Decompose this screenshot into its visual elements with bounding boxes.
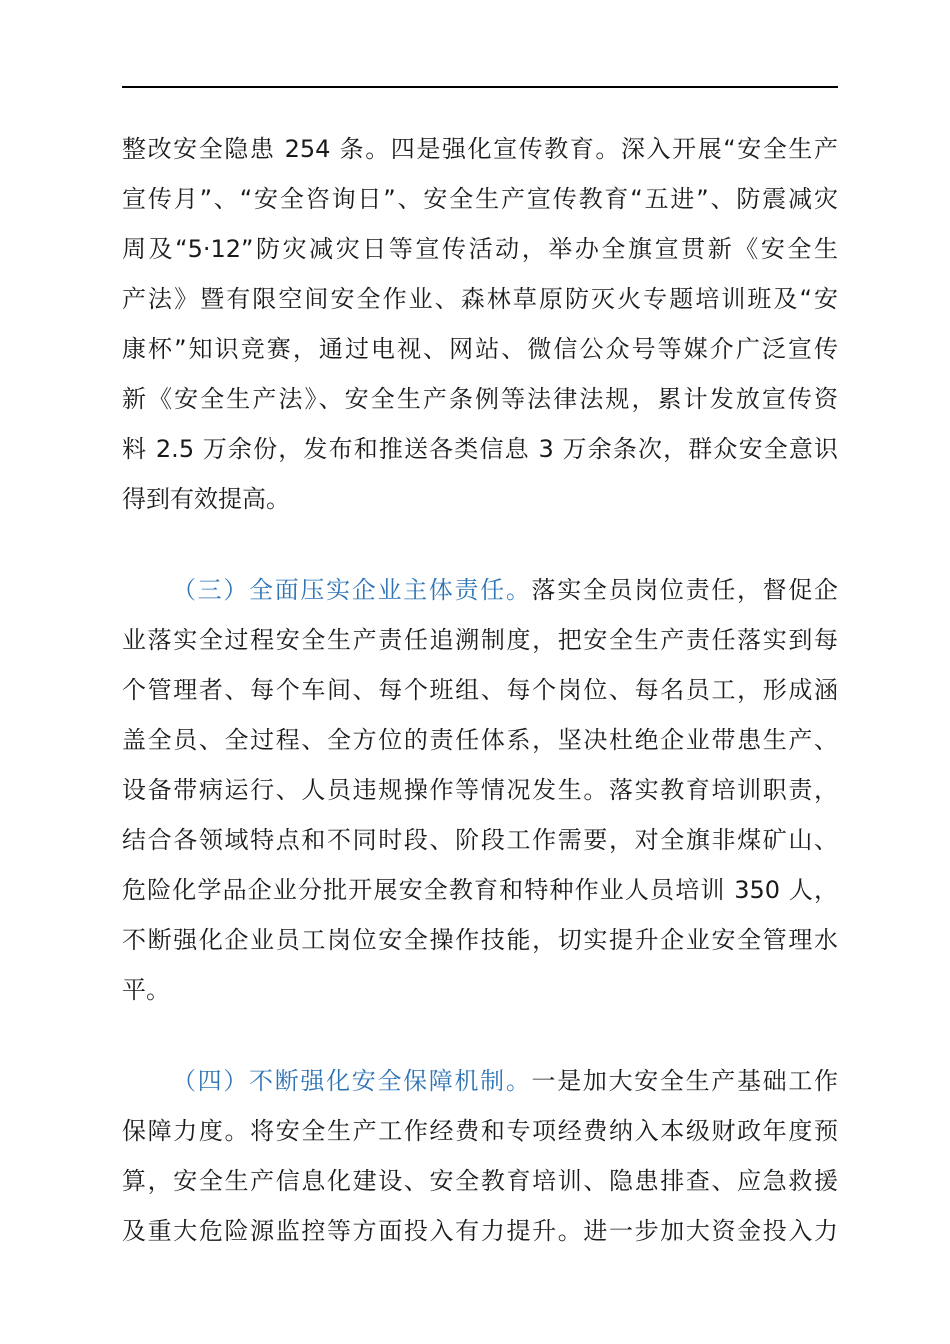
text-line: 不断强化企业员工岗位安全操作技能，切实提升企业安全管理水 [122,926,838,954]
text-span: 落实全员岗位责任，督促企 [531,576,838,604]
text-line: 整改安全隐患 254 条。四是强化宣传教育。深入开展“安全生产 [122,135,838,163]
text-line: 平。 [122,976,170,1004]
text-line: 危险化学品企业分批开展安全教育和特种作业人员培训 350 人， [122,876,838,904]
text-line: 周及“5·12”防灾减灾日等宣传活动，举办全旗宣贯新《安全生 [122,235,838,263]
text-line: 新《安全生产法》、安全生产条例等法律法规，累计发放宣传资 [122,385,838,413]
text-line: 个管理者、每个车间、每个班组、每个岗位、每名员工，形成涵 [122,676,838,704]
text-line: 料 2.5 万余份，发布和推送各类信息 3 万余条次，群众安全意识 [122,435,838,463]
text-line: 及重大危险源监控等方面投入有力提升。进一步加大资金投入力 [122,1217,838,1245]
text-line [122,1056,838,1106]
header-rule [122,86,838,88]
text-line: 保障力度。将安全生产工作经费和专项经费纳入本级财政年度预 [122,1117,838,1145]
section-heading: （四）不断强化安全保障机制。 [172,1067,532,1095]
text-line: 康杯”知识竞赛，通过电视、网站、微信公众号等媒介广泛宣传 [122,335,838,363]
text-line: 宣传月”、“安全咨询日”、安全生产宣传教育“五进”、防震减灾 [122,185,838,213]
paragraph-3 [122,1056,838,1256]
text-line: 设备带病运行、人员违规操作等情况发生。落实教育培训职责， [122,776,838,804]
document-body [122,124,838,1256]
paragraph-2 [122,565,838,1015]
paragraph-1 [122,124,838,524]
text-line: 结合各领域特点和不同时段、阶段工作需要，对全旗非煤矿山、 [122,826,838,854]
text-span: 一是加大安全生产基础工作 [531,1067,838,1095]
text-line: 产法》暨有限空间安全作业、森林草原防灭火专题培训班及“安 [122,285,838,313]
section-heading: （三）全面压实企业主体责任。 [172,576,532,604]
text-line: 盖全员、全过程、全方位的责任体系，坚决杜绝企业带患生产、 [122,726,838,754]
text-line: 得到有效提高。 [122,485,290,513]
text-line [122,565,838,615]
text-line: 业落实全过程安全生产责任追溯制度，把安全生产责任落实到每 [122,626,838,654]
text-line: 算，安全生产信息化建设、安全教育培训、隐患排查、应急救援 [122,1167,838,1195]
